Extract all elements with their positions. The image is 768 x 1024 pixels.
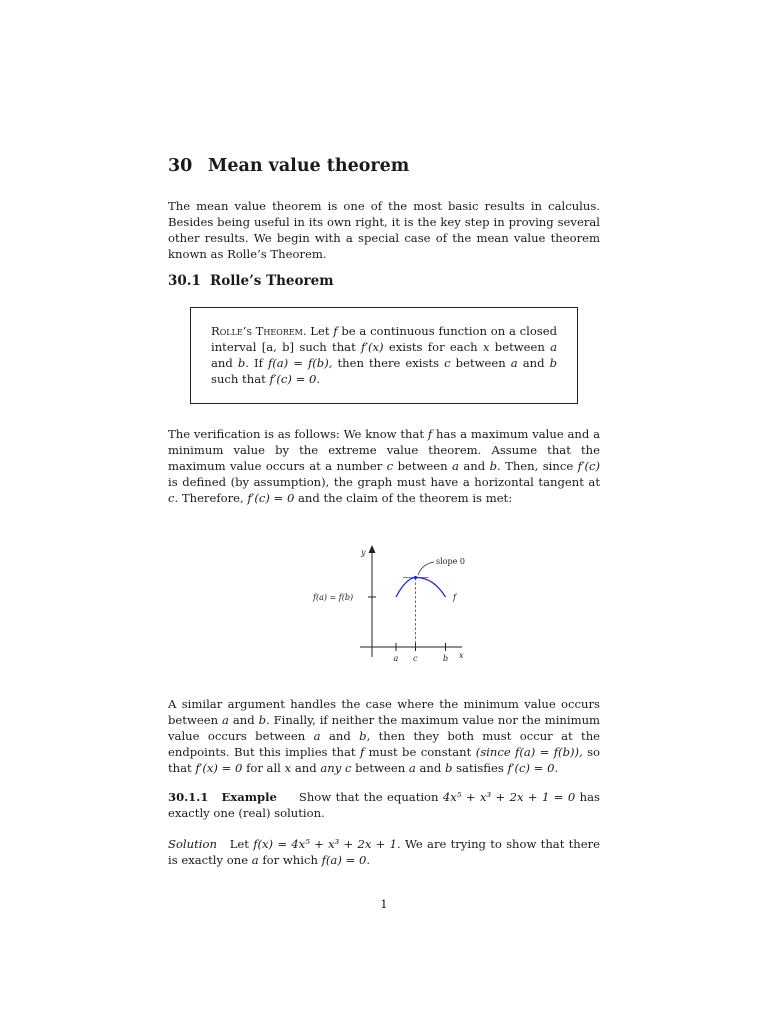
subsection-number: 30.1 [168,273,201,289]
rolle-graph [308,540,478,670]
math-a: a [251,853,259,867]
paragraph-text: then they both must occur at the endpoints. But this implies that [168,729,601,759]
solution-label: Solution [168,837,217,851]
paragraph-text: and [463,459,486,473]
math-b: b [444,761,453,775]
page-number: 1 [380,897,388,911]
theorem-text: exists for each [388,340,478,354]
theorem-box [190,307,578,404]
math-a: a [550,340,558,354]
paragraph-text: Therefore, [181,491,244,505]
math-b: b [258,713,266,727]
theorem-text: then there exists [337,356,440,370]
verification-paragraph: The verification is as follows: We know that f has a maximum value and a minimum value by the extreme value theorem. Assume that the maximum value occurs at a number c between a and b. Then, since f′(c) is defined (by assumption), the graph must have a horizontal tangent at c. Therefore, f′(c) = 0 and the claim of the theorem is met: [168,427,601,505]
y-axis-arrow [369,545,376,553]
section-number: 30 [168,156,193,176]
paragraph-text: and [294,761,317,775]
example-paragraph [168,789,600,821]
paragraph-text: A similar argument handles the case where the minimum value occurs between [168,697,600,727]
math-fprime-c: f′(c) [577,459,601,473]
f-label: f [453,593,456,602]
curve-f [396,577,446,597]
c-label: c [413,654,418,663]
math-f: f [359,745,365,759]
a-label: a [393,654,399,663]
emphasis-any: any [320,761,342,775]
example-label: Example [221,790,277,804]
section-heading [168,156,409,176]
paragraph-text: Show that the equation [298,790,439,804]
paragraph-text: The verification is as follows: We know that [168,427,425,441]
paragraph-text: Let [229,837,249,851]
paragraph-text: for all [246,761,281,775]
paragraph-text: must be constant [368,745,472,759]
math-fx-def: f(x) = 4x⁵ + x³ + 2x + 1. [253,837,401,851]
b-label: b [443,654,449,663]
paragraph-text: so that [168,745,601,775]
math-c: c [168,491,175,505]
subsection-title: Rolle’s Theorem [210,273,334,289]
paragraph-text: has a maximum value and a minimum value by the extreme value theorem. Assume that the maximum value occurs at a number [168,427,601,473]
math-b: b [359,729,367,743]
math-fa-eq-fb-paren: (since f(a) = f(b)), [475,745,583,759]
example-number: 30.1.1 [168,790,209,804]
similar-argument-paragraph: A similar argument handles the case where the minimum value occurs between a and b. Finally, if neither the maximum value nor the minimum value occurs between a and b, then they both must occur at the endpoints. But this implies that f must be constant (since f(a) = f(b)), so that f′(x) = 0 for all x and any c between a and b satisfies f′(c) = 0. [168,697,601,775]
math-f: f [427,427,433,441]
paragraph-text: between [355,761,406,775]
paragraph-text: between [397,459,448,473]
math-a: a [510,356,518,370]
theorem-text: be a continuous function on a closed interval [211,324,558,354]
math-c: c [386,459,394,473]
theorem-name: Rolle’s Theorem. [211,324,307,338]
paragraph-text: and [328,729,351,743]
math-c: c [344,761,352,775]
paragraph-text: and the claim of the theorem is met: [298,491,513,505]
theorem-statement: Rolle’s Theorem. Let f be a continuous function on a closed interval [a, b] such that f′(x) exists for each x between a and b. If f(a) = f(b), then there exists c between a and b such that f′(c) = 0. [211,324,558,386]
paragraph-text: and [232,713,255,727]
theorem-text: Let [310,324,330,338]
fa-fb-label: f(a) = f(b) [313,593,354,602]
theorem-text: between [494,340,545,354]
max-point [414,576,417,579]
math-fprime-x-eq-zero: f′(x) = 0 [195,761,243,775]
theorem-text: If [254,356,263,370]
paragraph-text: We are trying to show that there is exactly one [168,837,601,867]
intro-paragraph: The mean value theorem is one of the most basic results in calculus. Besides being useful in its own right, it is the key step in proving several other results. We begin with a special case of the mean value theorem known as Rolle’s Theorem. [168,199,600,261]
math-fprime-c-eq-zero: f′(c) = 0 [247,491,295,505]
paragraph-text: and [419,761,442,775]
paragraph-text: has exactly one (real) solution. [168,790,601,820]
y-axis-label: y [361,548,366,557]
slope-label: slope 0 [436,557,465,566]
math-c: c [444,356,451,370]
rolle-figure [308,540,478,670]
paragraph-text: satisfies [456,761,504,775]
math-x: x [482,340,490,354]
theorem-text: between [455,356,506,370]
math-equation: 4x⁵ + x³ + 2x + 1 = 0 [442,790,576,804]
paragraph-text: Then, since [505,459,574,473]
math-x: x [284,761,292,775]
math-a: a [313,729,321,743]
math-fprime-x: f′(x) [361,340,384,354]
theorem-text: such that [299,340,356,354]
math-interval: [a, b] [261,340,295,354]
subsection-heading [168,273,334,289]
math-a: a [221,713,229,727]
theorem-text: such that [211,372,266,386]
theorem-text: and [211,356,233,370]
math-f: f [333,324,338,338]
math-fa-zero: f(a) = 0. [321,853,371,867]
paragraph-text: for which [262,853,318,867]
section-title: Mean value theorem [208,156,410,176]
math-b: b [489,459,497,473]
math-a: a [452,459,459,473]
paragraph-text: Finally, if neither the maximum value nor the minimum value occurs between [168,713,601,743]
math-fprime-c-zero: f′(c) = 0. [507,761,559,775]
theorem-text: and [522,356,545,370]
math-fa-eq-fb: f(a) = f(b), [267,356,333,370]
paragraph-text: is defined (by assumption), the graph must have a horizontal tangent at [168,475,600,489]
math-a: a [408,761,416,775]
math-fprime-c-zero: f′(c) = 0. [269,372,321,386]
slope-leader-line [418,562,434,575]
math-b: b [549,356,558,370]
math-b: b [237,356,246,370]
x-axis-label: x [459,651,464,660]
solution-paragraph [168,836,600,868]
